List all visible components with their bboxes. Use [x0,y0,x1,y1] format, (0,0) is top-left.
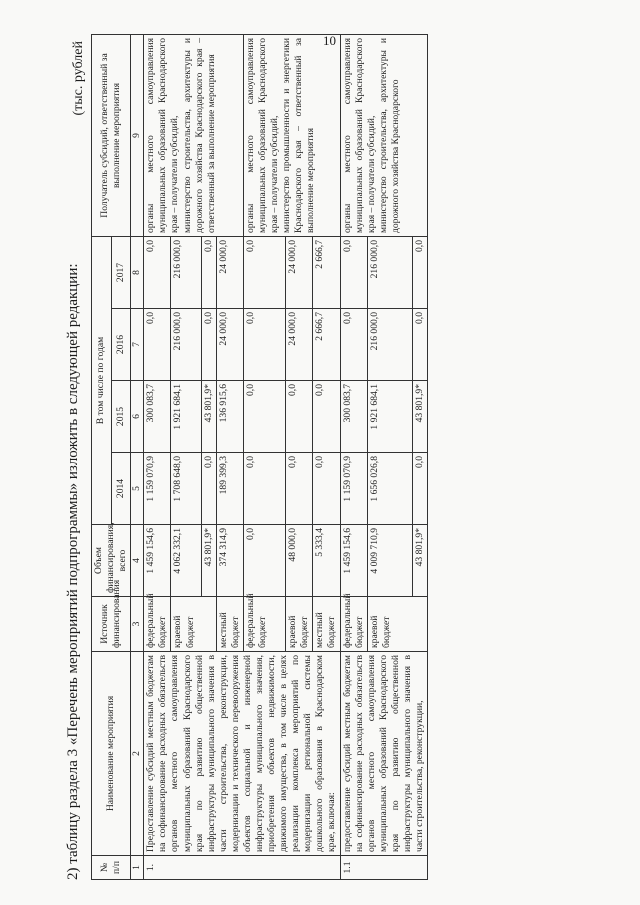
colnum-2: 2 [131,652,144,856]
header-source: Источник финансирования [92,597,131,652]
total-cell: 0,0 [243,525,285,597]
year-2014-cell: 0,0 [201,453,216,525]
source-cell: краевой бюджет [286,597,313,652]
total-cell: 1 459 154,6 [144,525,171,597]
year-2015-cell: 1 921 684,1 [171,381,201,453]
table-row [144,35,171,880]
year-2017-cell: 0,0 [144,237,171,309]
year-2014-cell: 0,0 [286,453,313,525]
year-2014-cell: 0,0 [313,453,340,525]
year-2016-cell: 24 000,0 [286,309,313,381]
header-total: Объем финансирования, всего [92,525,131,597]
year-2017-cell: 0,0 [201,237,216,309]
responsible-ministry: министерство строительства, архитектуры и дорожного хозяйства Краснодарского [377,38,401,233]
year-2015-cell: 0,0 [313,381,340,453]
header-2014: 2014 [111,453,131,525]
total-cell: 5 333,4 [313,525,340,597]
table-row [340,35,367,880]
intro-text: 2) таблицу раздела 3 «Перечень мероприятий подпрограммы» изложить в следующей редакции: [65,263,81,880]
year-2014-cell: 1 159 070,9 [340,453,367,525]
measure-name: Предоставление субсидий местным бюджетам на софинансирование расходных обязательств органов местного самоуправления муниципальных образований Краснодарского края по развитию общественной инфраструктуры муниципального значения в части строительства, реконструкции, модернизации и технического перевооружения объектов социальной и инженерной инфраструктуры муниципального значения, приобретения объектов недвижимости, движимого имущества, в том числе в целях реализации комплекса мероприятий по модернизации региональной системы дошкольного образования в Краснодарском крае, включая: [144,652,340,856]
year-2016-cell: 0,0 [413,309,428,381]
year-2015-cell: 136 915,6 [216,381,243,453]
header-2015: 2015 [111,381,131,453]
source-cell: федеральный бюджет [340,597,367,652]
year-2016-cell: 2 666,7 [313,309,340,381]
colnum-3: 3 [131,597,144,652]
responsible-ministry: министерство промышленности и энергетики Краснодарского края – ответственный за выполнение мероприятия [281,38,317,233]
year-2016-cell: 24 000,0 [216,309,243,381]
responsible-cell [340,35,428,237]
year-2015-cell: 300 083,7 [144,381,171,453]
year-2017-cell: 0,0 [413,237,428,309]
source-cell: краевой бюджет [171,597,216,652]
header-num: № п/п [92,856,131,880]
unit-label: (тыс. рублей [71,41,86,116]
year-2017-cell: 216 000,0 [171,237,201,309]
year-2017-cell: 0,0 [340,237,367,309]
measure-name: предоставление субсидий местным бюджетам на софинансирование расходных обязательств органов местного самоуправления муниципальных образований Краснодарского края по развитию общественной инфраструктуры муниципального значения в части строительства, реконструкции, [340,652,428,856]
header-responsible: Получатель субсидий, ответственный за выполнение мероприятия [92,35,131,237]
year-2014-cell: 0,0 [243,453,285,525]
colnum-6: 6 [131,381,144,453]
source-cell: федеральный бюджет [243,597,285,652]
total-cell: 43 801,9* [413,525,428,597]
year-2015-cell: 1 921 684,1 [367,381,412,453]
year-2015-cell: 43 801,9* [413,381,428,453]
year-2017-cell: 0,0 [243,237,285,309]
total-cell: 43 801,9* [201,525,216,597]
year-2015-cell: 0,0 [243,381,285,453]
row-number: 1. [144,856,340,880]
year-2014-cell: 1 708 648,0 [171,453,201,525]
year-2016-cell: 216 000,0 [171,309,201,381]
year-2017-cell: 216 000,0 [367,237,412,309]
header-2017: 2017 [111,237,131,309]
colnum-1: 1 [131,856,144,880]
source-cell: местный бюджет [216,597,243,652]
year-2015-cell: 0,0 [286,381,313,453]
colnum-8: 8 [131,237,144,309]
total-cell: 1 459 154,6 [340,525,367,597]
year-2016-cell: 0,0 [201,309,216,381]
responsible-recipients: органы местного самоуправления муниципальных образований Краснодарского края – получатели субсидий, [341,38,377,233]
year-2016-cell: 0,0 [243,309,285,381]
year-2015-cell: 300 083,7 [340,381,367,453]
responsible-ministry: министерство строительства, архитектуры и дорожного хозяйства Краснодарского края – ответственный за выполнение мероприятия [181,38,217,233]
rotated-content [65,35,610,880]
year-2016-cell: 0,0 [340,309,367,381]
year-2014-cell: 189 399,3 [216,453,243,525]
page-number: 10 [323,33,336,48]
year-2015-cell: 43 801,9* [201,381,216,453]
year-2016-cell: 216 000,0 [367,309,412,381]
source-cell: краевой бюджет [367,597,427,652]
colnum-4: 4 [131,525,144,597]
year-2016-cell: 0,0 [144,309,171,381]
colnum-5: 5 [131,453,144,525]
total-cell: 4 009 710,9 [367,525,412,597]
year-2017-cell: 2 666,7 [313,237,340,309]
header-by-year: В том числе по годам [92,237,112,525]
responsible-recipients: органы местного самоуправления муниципальных образований Краснодарского края – получатели субсидий, [244,38,281,233]
header-2016: 2016 [111,309,131,381]
year-2014-cell: 1 656 026,8 [367,453,412,525]
year-2017-cell: 24 000,0 [216,237,243,309]
total-cell: 374 314,9 [216,525,243,597]
colnum-7: 7 [131,309,144,381]
responsible-cell [144,35,244,237]
year-2017-cell: 24 000,0 [286,237,313,309]
source-cell: федеральный бюджет [144,597,171,652]
responsible-cell [243,35,340,237]
colnum-9: 9 [131,35,144,237]
responsible-recipients: органы местного самоуправления муниципальных образований Краснодарского края – получатели субсидий, [145,38,181,233]
total-cell: 48 000,0 [286,525,313,597]
header-name: Наименование мероприятия [92,652,131,856]
measures-table [91,34,428,880]
total-cell: 4 062 332,1 [171,525,201,597]
year-2014-cell: 0,0 [413,453,428,525]
row-number: 1.1 [340,856,428,880]
year-2014-cell: 1 159 070,9 [144,453,171,525]
source-cell: местный бюджет [313,597,340,652]
